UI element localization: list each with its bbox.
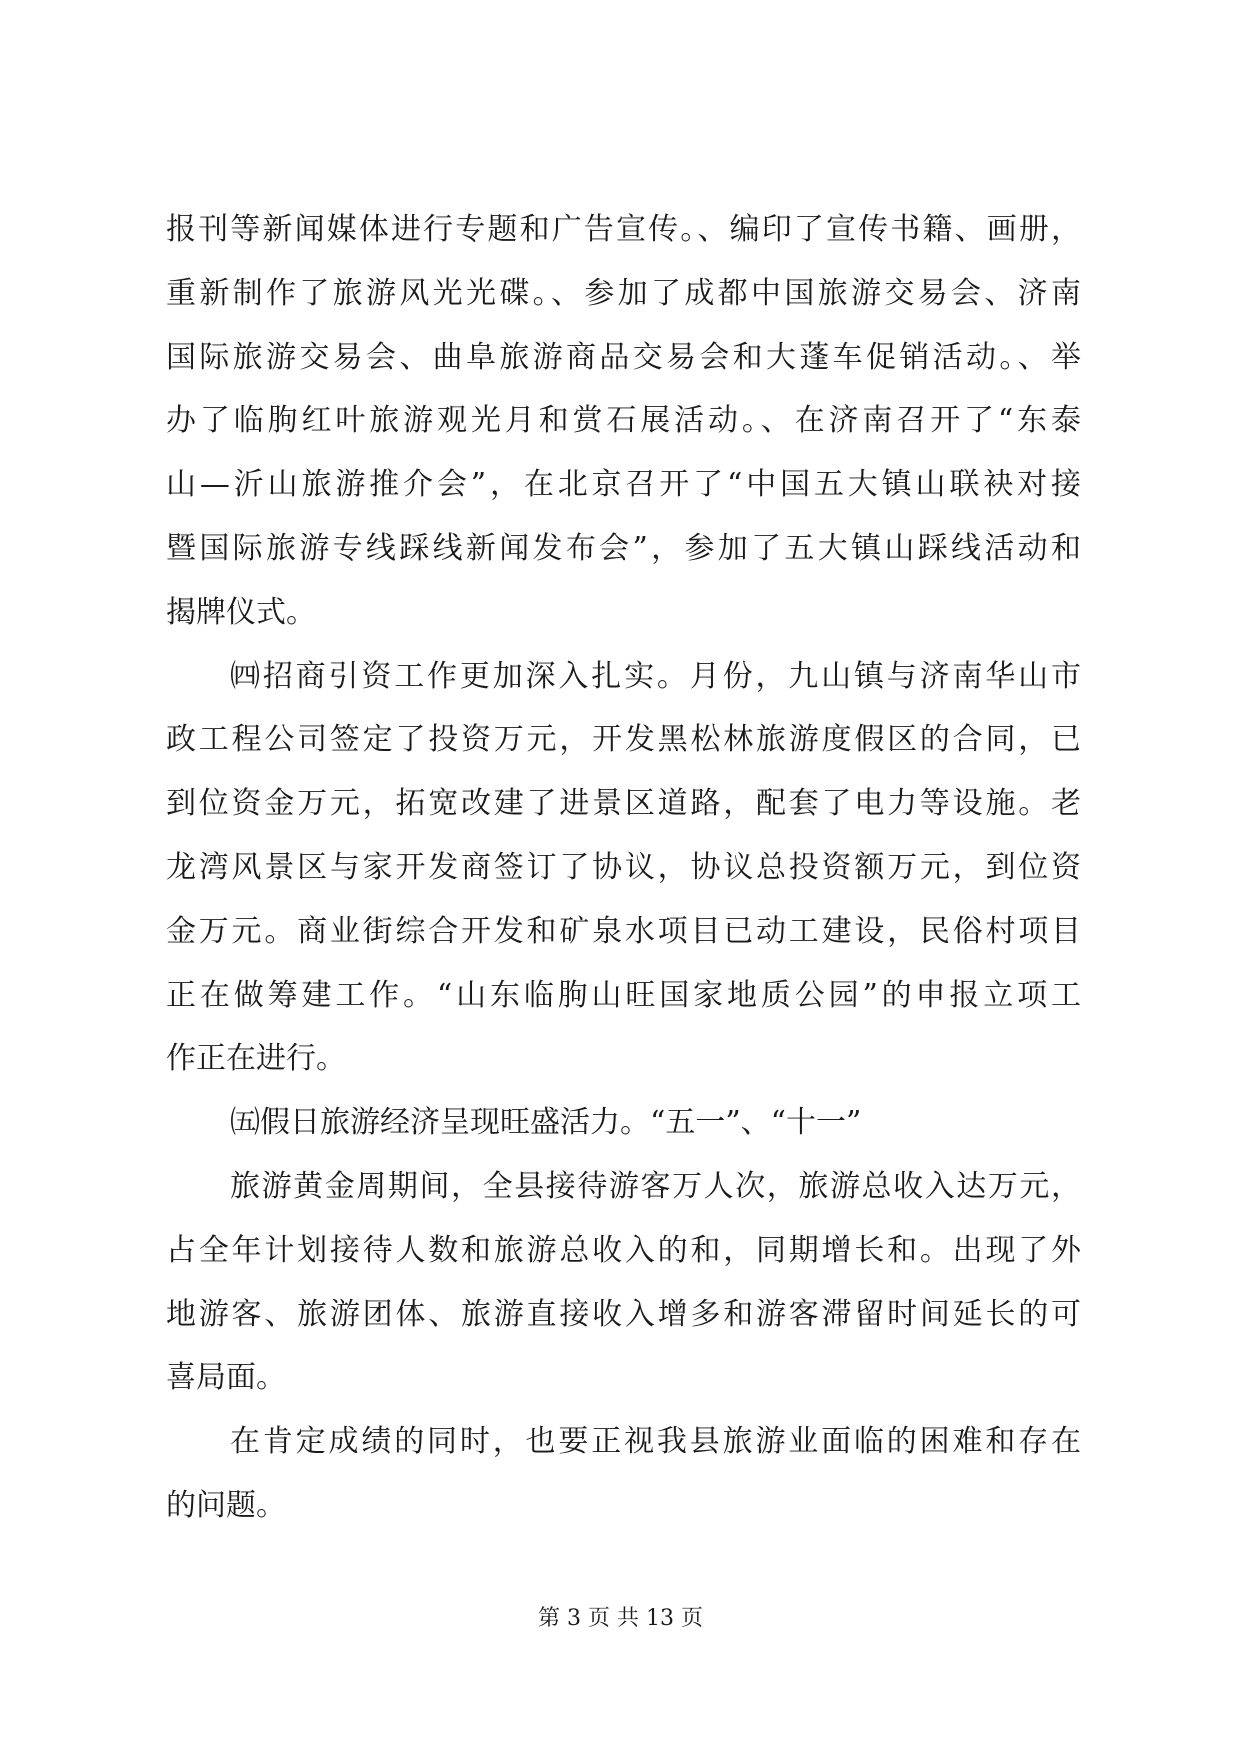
text-line: 的问题。 [166,1487,286,1523]
text-line: 龙湾风景区与家开发商签订了协议，协议总投资额万元，到位资 [166,849,1081,885]
text-line: 国际旅游交易会、曲阜旅游商品交易会和大蓬车促销活动。、举 [166,339,1081,375]
text-line: 金万元。商业街综合开发和矿泉水项目已动工建设，民俗村项目 [166,913,1081,949]
text-line: 山—沂山旅游推介会”，在北京召开了“中国五大镇山联袂对接 [166,467,1081,503]
text-line: 作正在进行。 [166,1041,346,1077]
text-line: 占全年计划接待人数和旅游总收入的和，同期增长和。出现了外 [166,1232,1081,1268]
page-number-footer: 第 3 页 共 13 页 [538,1606,703,1631]
text-line: 地游客、旅游团体、旅游直接收入增多和游客滞留时间延长的可 [166,1296,1081,1332]
text-line: ㈤假日旅游经济呈现旺盛活力。“五一”、“十一” [230,1105,862,1141]
text-line: ㈣招商引资工作更加深入扎实。月份，九山镇与济南华山市 [230,658,1081,694]
text-line: 到位资金万元，拓宽改建了进景区道路，配套了电力等设施。老 [166,786,1081,822]
document-body [166,198,1081,1538]
text-line: 喜局面。 [166,1360,286,1396]
text-line: 旅游黄金周期间，全县接待游客万人次，旅游总收入达万元， [230,1168,1081,1204]
text-line: 报刊等新闻媒体进行专题和广告宣传。、编印了宣传书籍、画册， [166,212,1081,247]
text-line: 揭牌仪式。 [166,594,316,630]
text-line: 在肯定成绩的同时，也要正视我县旅游业面临的困难和存在 [230,1424,1081,1460]
text-line: 暨国际旅游专线踩线新闻发布会”，参加了五大镇山踩线活动和 [166,530,1081,566]
text-line: 重新制作了旅游风光光碟。、参加了成都中国旅游交易会、济南 [166,275,1081,311]
text-line: 办了临朐红叶旅游观光月和赏石展活动。、在济南召开了“东泰 [166,403,1081,439]
text-line: 政工程公司签定了投资万元，开发黑松林旅游度假区的合同，已 [166,722,1081,758]
text-line: 正在做筹建工作。“山东临朐山旺国家地质公园”的申报立项工 [166,977,1081,1013]
